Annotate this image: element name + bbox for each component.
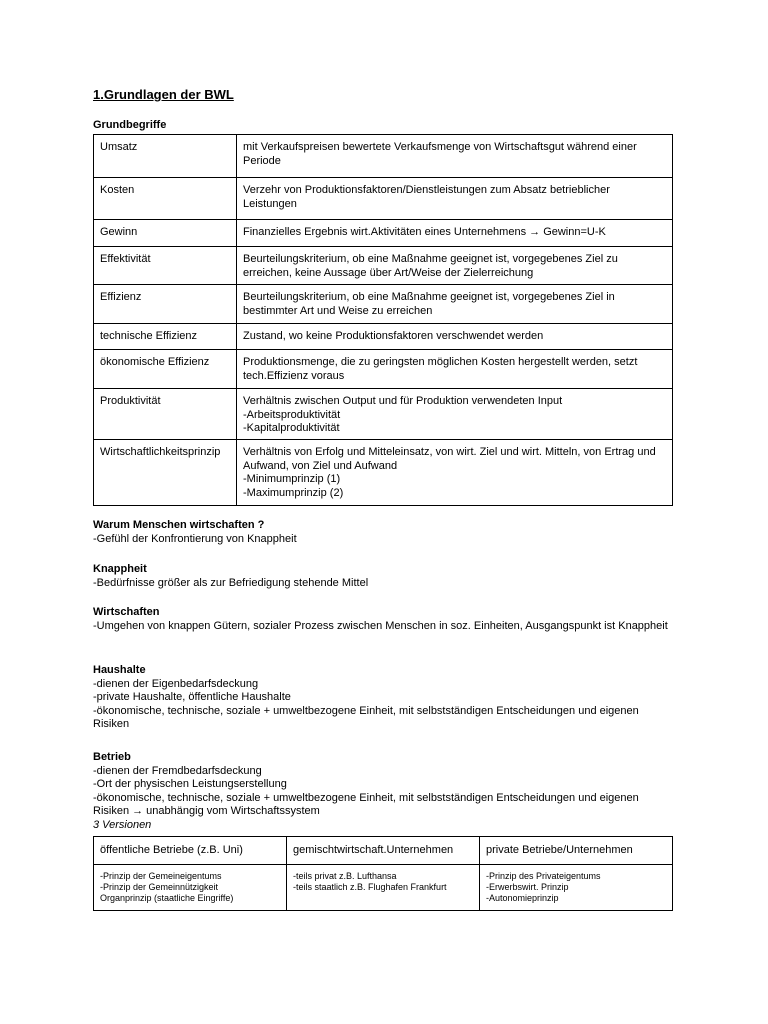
section-body: -Umgehen von knappen Gütern, sozialer Prozess zwischen Menschen in soz. Einheiten, Ausgangspunkt ist Knappheit	[93, 619, 668, 632]
definition-cell: Finanzielles Ergebnis wirt.Aktivitäten eines Unternehmens → Gewinn=U-K	[237, 220, 673, 247]
section-knappheit	[93, 563, 673, 590]
grundbegriffe-heading: Grundbegriffe	[93, 119, 167, 131]
section-warum	[93, 519, 673, 546]
definition-cell: Verhältnis von Erfolg und Mitteleinsatz, von wirt. Ziel und wirt. Mitteln, von Ertrag und Aufwand, von Ziel und Aufwand -Minimumprinzip (1) -Maximumprinzip (2)	[237, 440, 673, 506]
section-body: -dienen der Eigenbedarfsdeckung -private Haushalte, öffentliche Haushalte -ökonomische, technische, soziale + umweltbezogene Einheit, mit selbstständigen Entscheidungen und eigenen Risiken	[93, 677, 639, 730]
term-cell: technische Effizienz	[94, 324, 237, 350]
section-wirtschaften	[93, 606, 673, 633]
table-row	[94, 865, 673, 911]
table-row	[94, 440, 673, 506]
versions-table	[93, 836, 673, 911]
definition-cell: Zustand, wo keine Produktionsfaktoren verschwendet werden	[237, 324, 673, 350]
section-body: -Gefühl der Konfrontierung von Knappheit	[93, 532, 297, 545]
versions-caption: 3 Versionen	[93, 818, 152, 831]
table-row	[94, 350, 673, 389]
table-row	[94, 324, 673, 350]
header-cell: private Betriebe/Unternehmen	[480, 837, 673, 865]
grundbegriffe-table	[93, 134, 673, 506]
term-cell: Umsatz	[94, 135, 237, 178]
definition-cell: Produktionsmenge, die zu geringsten möglichen Kosten hergestellt werden, setzt tech.Effizienz voraus	[237, 350, 673, 389]
section-heading: Wirtschaften	[93, 606, 160, 618]
term-cell: Effektivität	[94, 247, 237, 285]
page-title: 1.Grundlagen der BWL	[93, 87, 234, 102]
definition-cell: Beurteilungskriterium, ob eine Maßnahme geeignet ist, vorgegebenes Ziel zu erreichen, keine Aussage über Art/Weise der Zielerreichung	[237, 247, 673, 285]
section-heading: Betrieb	[93, 751, 131, 763]
table-row	[94, 389, 673, 440]
term-cell: Produktivität	[94, 389, 237, 440]
table-row	[94, 178, 673, 220]
definition-cell: Verhältnis zwischen Output und für Produktion verwendeten Input -Arbeitsproduktivität -Kapitalproduktivität	[237, 389, 673, 440]
table-row	[94, 247, 673, 285]
header-cell: gemischtwirtschaft.Unternehmen	[287, 837, 480, 865]
table-cell: -Prinzip der Gemeineigentums -Prinzip der Gemeinnützigkeit Organprinzip (staatliche Eingriffe)	[94, 865, 287, 911]
table-cell: -teils privat z.B. Lufthansa -teils staatlich z.B. Flughafen Frankfurt	[287, 865, 480, 911]
table-cell: -Prinzip des Privateigentums -Erwerbswirt. Prinzip -Autonomieprinzip	[480, 865, 673, 911]
term-cell: Gewinn	[94, 220, 237, 247]
definition-cell: Beurteilungskriterium, ob eine Maßnahme geeignet ist, vorgegebenes Ziel in bestimmter Art und Weise zu erreichen	[237, 285, 673, 324]
table-row	[94, 220, 673, 247]
table-header-row	[94, 837, 673, 865]
section-betrieb	[93, 751, 673, 832]
section-body: -Bedürfnisse größer als zur Befriedigung stehende Mittel	[93, 576, 369, 589]
section-heading: Warum Menschen wirtschaften ?	[93, 519, 265, 531]
term-cell: Effizienz	[94, 285, 237, 324]
definition-cell: mit Verkaufspreisen bewertete Verkaufsmenge von Wirtschaftsgut während einer Periode	[237, 135, 673, 178]
header-cell: öffentliche Betriebe (z.B. Uni)	[94, 837, 287, 865]
definition-cell: Verzehr von Produktionsfaktoren/Dienstleistungen zum Absatz betrieblicher Leistungen	[237, 178, 673, 220]
section-heading: Knappheit	[93, 563, 147, 575]
section-body: -dienen der Fremdbedarfsdeckung -Ort der physischen Leistungserstellung -ökonomische, technische, soziale + umweltbezogene Einheit, mit selbstständigen Entscheidungen und eigenen Risiken → unabhängig vom Wirtschaftssystem	[93, 764, 639, 817]
table-row	[94, 285, 673, 324]
term-cell: Wirtschaftlichkeitsprinzip	[94, 440, 237, 506]
term-cell: Kosten	[94, 178, 237, 220]
table-row	[94, 135, 673, 178]
section-haushalte	[93, 664, 673, 732]
section-heading: Haushalte	[93, 664, 146, 676]
term-cell: ökonomische Effizienz	[94, 350, 237, 389]
